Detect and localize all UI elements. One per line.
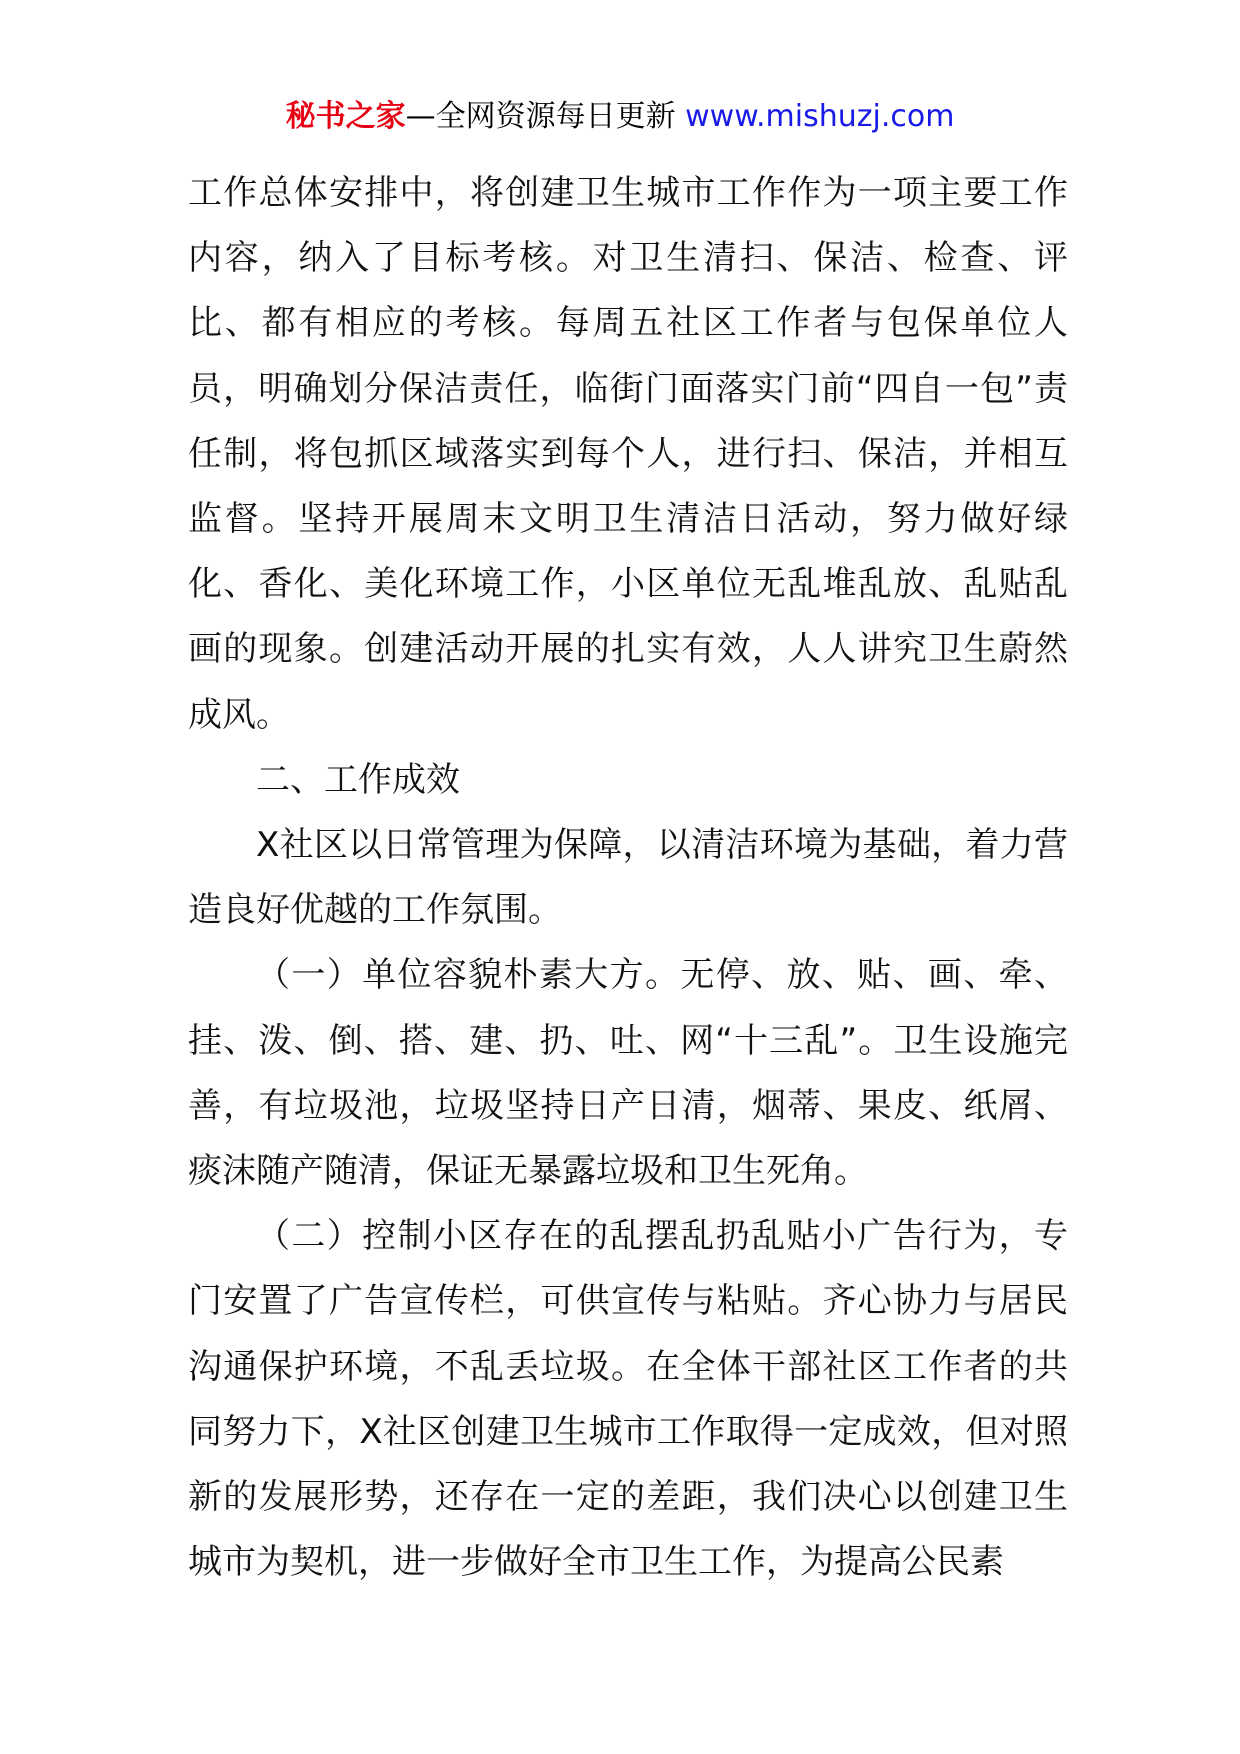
paragraph-item-2: （二）控制小区存在的乱摆乱扔乱贴小广告行为，专门安置了广告宣传栏，可供宣传与粘贴。齐心协力与居民沟通保护环境，不乱丢垃圾。在全体干部社区工作者的共同努力下，X社区创建卫生城市工作取得一定成效，但对照新的发展形势，还存在一定的差距，我们决心以创建卫生城市为契机，进一步做好全市卫生工作，为提高公民素: [188, 1216, 1068, 1583]
paragraph-intro: X社区以日常管理为保障，以清洁环境为基础，着力营造良好优越的工作氛围。: [188, 825, 1068, 931]
header-tagline: —全网资源每日更新: [405, 99, 676, 134]
document-body: [188, 161, 1068, 1595]
header-brand: 秘书之家: [285, 99, 406, 134]
section-heading: 二、工作成效: [256, 759, 460, 800]
paragraph-continuation: 工作总体安排中，将创建卫生城市工作作为一项主要工作内容，纳入了目标考核。对卫生清扫、保洁、检查、评比、都有相应的考核。每周五社区工作者与包保单位人员，明确划分保洁责任，临街门面落实门前“四自一包”责任制，将包抓区域落实到每个人，进行扫、保洁，并相互监督。坚持开展周末文明卫生清洁日活动，努力做好绿化、香化、美化环境工作，小区单位无乱堆乱放、乱贴乱画的现象。创建活动开展的扎实有效，人人讲究卫生蔚然成风。: [188, 173, 1068, 735]
header-url[interactable]: www.mishuzj.com: [685, 99, 955, 134]
paragraph-item-1: （一）单位容貌朴素大方。无停、放、贴、画、牵、挂、泼、倒、搭、建、扔、吐、网“十三乱”。卫生设施完善，有垃圾池，垃圾坚持日产日清，烟蒂、果皮、纸屑、痰沫随产随清，保证无暴露垃圾和卫生死角。: [188, 955, 1068, 1192]
page-header: [0, 97, 1240, 137]
